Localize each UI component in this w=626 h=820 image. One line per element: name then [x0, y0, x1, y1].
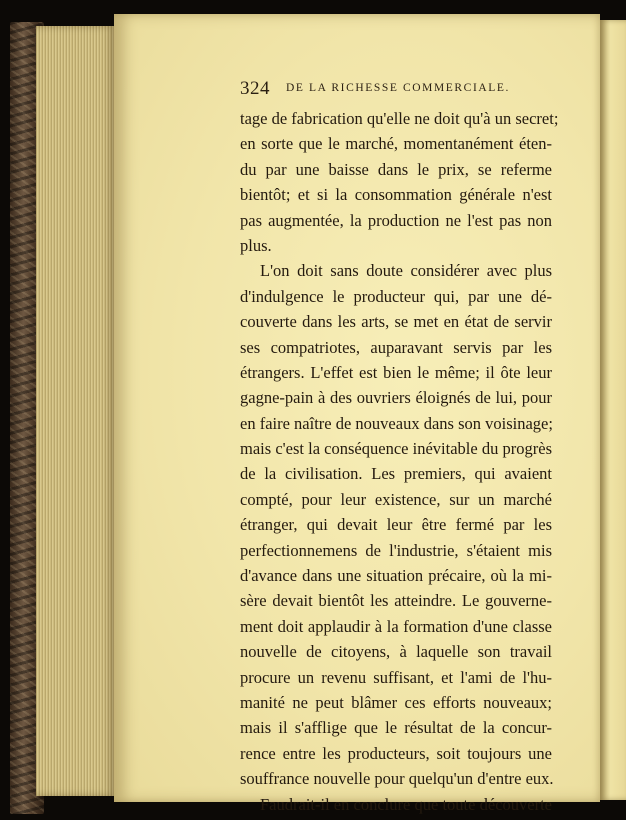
text-line: plus.: [240, 235, 272, 255]
text-line: couverte dans les arts, se met en état de servir: [240, 312, 552, 332]
text-line: étranger, qui devait leur être fermé par les: [240, 515, 552, 535]
page-block-edges: [36, 26, 116, 796]
text-line: procure un revenu suffisant, et l'ami de l'hu-: [240, 667, 552, 687]
text-line: pas augmentée, la production ne l'est pas non: [240, 210, 552, 230]
body-text: [240, 106, 559, 817]
text-line: en faire naître de nouveaux dans son voisinage;: [240, 413, 553, 433]
text-line: d'indulgence le producteur qui, par une dé-: [240, 286, 552, 306]
text-line: du par une baisse dans le prix, se referme: [240, 159, 552, 179]
text-line: en sorte que le marché, momentanément éten-: [240, 134, 552, 154]
facing-page-edge: [600, 20, 626, 800]
running-head: DE LA RICHESSE COMMERCIALE.: [286, 82, 511, 94]
text-line: manité ne peut blâmer ces efforts nouveaux;: [240, 692, 552, 712]
text-line: nouvelle de citoyens, à laquelle son travail: [240, 642, 552, 662]
text-line: de la civilisation. Les premiers, qui avaient: [240, 464, 552, 484]
text-line: d'avance dans une situation précaire, où la mi-: [240, 566, 552, 586]
text-line: étrangers. L'effet est bien le même; il ôte leur: [240, 362, 552, 382]
text-line: sère devait bientôt les atteindre. Le gouverne-: [240, 591, 552, 611]
text-line: rence entre les producteurs, soit toujours une: [240, 743, 552, 763]
text-line: mais c'est la conséquence inévitable du progrès: [240, 439, 552, 459]
text-line: compté, pour leur existence, sur un marché: [240, 489, 552, 509]
text-line: mais il s'afflige que le résultat de la concur-: [240, 718, 552, 738]
text-line: gagne-pain à des ouvriers éloignés de lui, pour: [240, 388, 552, 408]
page-header: [240, 80, 560, 100]
text-line: souffrance nouvelle pour quelqu'un d'entre eux.: [240, 769, 554, 789]
page-number: 324: [240, 78, 270, 99]
text-line: Faudrait-il en conclure que toute découverte: [260, 794, 552, 814]
text-line: tage de fabrication qu'elle ne doit qu'à un secret;: [240, 109, 559, 128]
text-line: ses compatriotes, auparavant servis par les: [240, 337, 552, 357]
text-line: ment doit applaudir à la formation d'une classe: [240, 616, 552, 636]
text-line: bientôt; et si la consommation générale n'est: [240, 185, 552, 205]
text-line: L'on doit sans doute considérer avec plus: [260, 261, 552, 281]
text-line: perfectionnemens de l'industrie, s'étaient mis: [240, 540, 552, 560]
